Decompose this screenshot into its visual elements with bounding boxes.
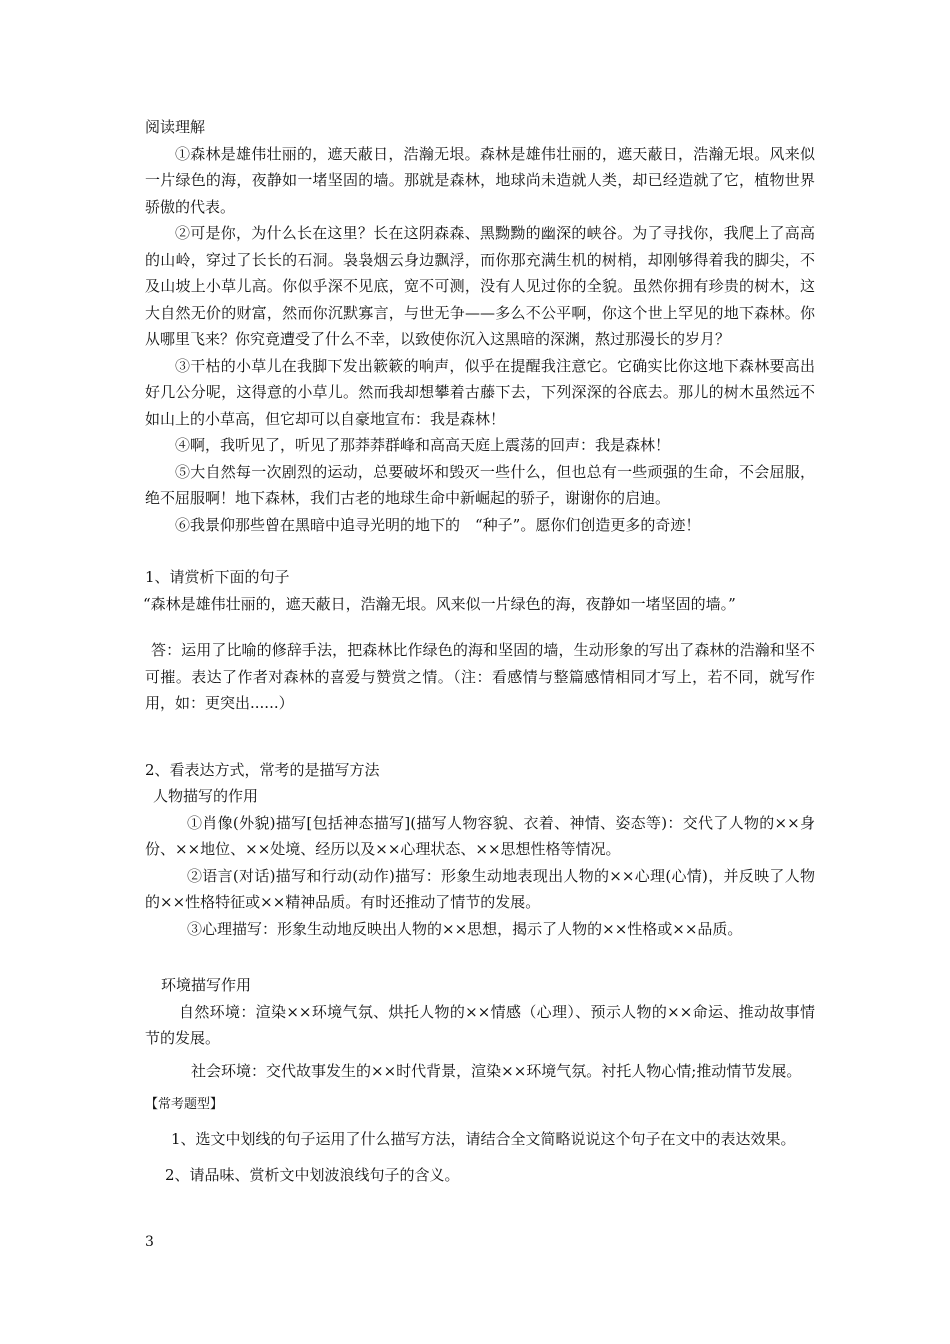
spacer: [145, 617, 815, 637]
spacer: [145, 717, 815, 757]
character-item-psychology: ③心理描写：形象生动地反映出人物的××思想，揭示了人物的××性格或××品质。: [187, 919, 743, 938]
section-title: 阅读理解: [145, 118, 206, 136]
passage-paragraph-5: ⑤大自然每一次剧烈的运动，总要破坏和毁灭一些什么，但也总有一些顽强的生命，不会屈服，绝不屈服啊！地下森林，我们古老的地球生命中新崛起的骄子，谢谢你的启迪。: [145, 462, 815, 507]
question-2-heading: 2、看表达方式，常考的是描写方法: [145, 760, 380, 779]
environment-item-social: 社会环境：交代故事发生的××时代背景，渲染××环境气氛。衬托人物心情;推动情节发展。: [191, 1061, 802, 1080]
passage-paragraph-2: ②可是你，为什么长在这里？长在这阴森森、黑黝黝的幽深的峡谷。为了寻找你，我爬上了高高的山岭，穿过了长长的石洞。袅袅烟云身边飘浮，而你那充满生机的树梢，却刚够得着我的脚尖，不及山坡上小草儿高。你似乎深不见底，宽不可测，没有人见过你的全貌。虽然你拥有珍贵的树木，这大自然无价的财富，然而你沉默寡言，与世无争——多么不公平啊，你这个世上罕见的地下森林。你从哪里飞来？你究竟遭受了什么不幸，以致使你沉入这黑暗的深渊，熬过那漫长的岁月？: [145, 224, 815, 348]
character-item-dialogue-action: ②语言(对话)描写和行动(动作)描写：形象生动地表现出人物的××心理(心情)，并反映了人物的××性格特征或××精神品质。有时还推动了情节的发展。: [145, 866, 815, 911]
exam-types-label: 【常考题型】: [145, 1097, 224, 1112]
spacer: [145, 942, 815, 972]
character-item-portrait: ①肖像(外貌)描写[包括神态描写](描写人物容貌、衣着、神情、姿态等)：交代了人物的××身份、××地位、××处境、经历以及××心理状态、××思想性格等情况。: [145, 813, 815, 858]
question-1-heading: 1、请赏析下面的句子: [145, 568, 290, 586]
character-description-title: 人物描写的作用: [153, 787, 259, 805]
environment-description-title: 环境描写作用: [161, 976, 252, 994]
environment-item-natural: 自然环境：渲染××环境气氛、烘托人物的××情感（心理）、预示人物的××命运、推动故事情节的发展。: [145, 1002, 815, 1047]
document-page: [145, 114, 815, 1190]
passage-paragraph-4: ④啊，我听见了，听见了那莽莽群峰和高高天庭上震荡的回声：我是森林！: [175, 436, 671, 454]
question-1-answer: 答：运用了比喻的修辞手法，把森林比作绿色的海和坚固的墙，生动形象的写出了森林的浩瀚和坚不可摧。表达了作者对森林的喜爱与赞赏之情。（注：看感情与整篇感情相同才写上，若不同，就写作用，如：更突出......）: [145, 641, 815, 712]
passage-paragraph-3: ③干枯的小草儿在我脚下发出簌簌的响声，似乎在提醒我注意它。它确实比你这地下森林要高出好几公分呢，这得意的小草儿。然而我却想攀着古藤下去，下列深深的谷底去。那儿的树木虽然远不如山上的小草高，但它却可以自豪地宣布：我是森林！: [145, 356, 815, 428]
page-number: 3: [145, 1234, 154, 1250]
spacer: [145, 538, 815, 564]
exam-item-2: 2、请品味、赏析文中划波浪线句子的含义。: [165, 1166, 460, 1184]
passage-paragraph-1: ①森林是雄伟壮丽的，遮天蔽日，浩瀚无垠。森林是雄伟壮丽的，遮天蔽日，浩瀚无垠。风来似一片绿色的海，夜静如一堵坚固的墙。那就是森林，地球尚未造就人类，却已经造就了它，植物世界骄傲的代表。: [145, 144, 815, 216]
question-1-quote: “森林是雄伟壮丽的，遮天蔽日，浩瀚无垠。风来似一片绿色的海，夜静如一堵坚固的墙。”: [143, 594, 736, 613]
exam-item-1: 1、选文中划线的句子运用了什么描写方法，请结合全文简略说说这个句子在文中的表达效果。: [171, 1130, 796, 1148]
passage-paragraph-6: ⑥我景仰那些曾在黑暗中追寻光明的地下的 “种子”。愿你们创造更多的奇迹！: [175, 515, 701, 534]
